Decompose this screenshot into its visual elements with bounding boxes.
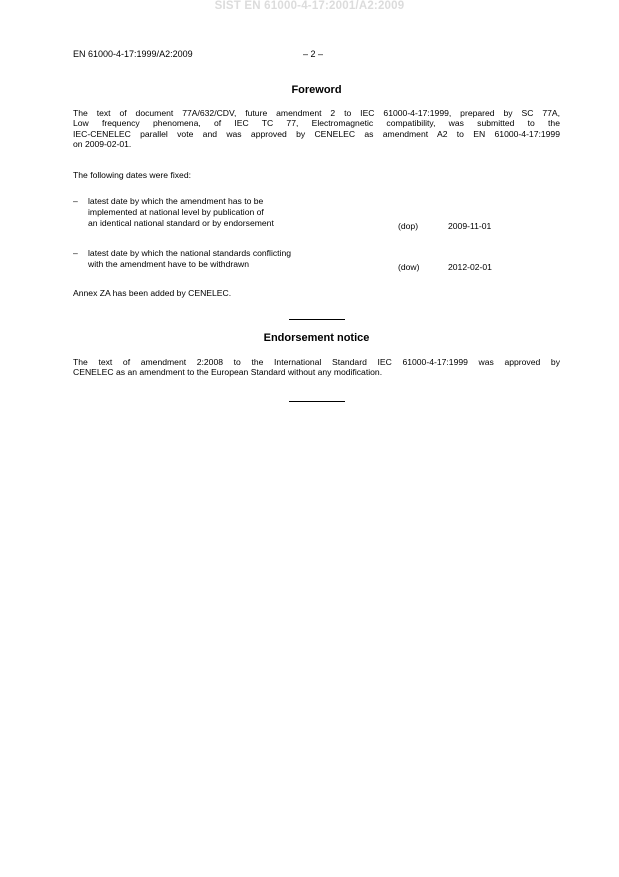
section-divider <box>289 319 345 320</box>
foreword-intro-line: The text of document 77A/632/CDV, future amendment 2 to IEC 61000-4-17:1999, prepared by SC 77A, <box>73 108 560 118</box>
dow-description-line: with the amendment have to be withdrawn <box>88 259 249 269</box>
dop-description-line: implemented at national level by publication of <box>88 207 264 217</box>
foreword-intro-paragraph <box>73 108 560 150</box>
document-id: EN 61000-4-17:1999/A2:2009 <box>73 49 193 59</box>
foreword-intro-line: IEC-CENELEC parallel vote and was approved by CENELEC as amendment A2 to EN 61000-4-17:1999 <box>73 128 560 139</box>
endorsement-line: CENELEC as an amendment to the European Standard without any modification. <box>73 367 383 378</box>
dates-intro: The following dates were fixed: <box>73 170 191 180</box>
dow-abbreviation: (dow) <box>398 262 420 272</box>
endorsement-paragraph <box>73 357 560 378</box>
foreword-intro-line: on 2009-02-01. <box>73 139 132 150</box>
foreword-intro-line: Low frequency phenomena, of IEC TC 77, Electromagnetic compatibility, was submitted to the <box>73 118 560 129</box>
endorsement-title: Endorsement notice <box>263 332 370 344</box>
watermark: SIST EN 61000-4-17:2001/A2:2009 <box>214 0 405 12</box>
dop-abbreviation: (dop) <box>398 221 419 231</box>
dop-date: 2009-11-01 <box>448 221 492 231</box>
endorsement-line: The text of amendment 2:2008 to the International Standard IEC 61000-4-17:1999 was approved by <box>73 357 560 367</box>
section-divider <box>289 401 345 402</box>
dop-description-line: an identical national standard or by endorsement <box>88 218 274 228</box>
page-number: – 2 – <box>303 49 324 59</box>
foreword-title: Foreword <box>291 84 342 96</box>
list-dash: – <box>73 248 78 258</box>
list-dash: – <box>73 196 78 206</box>
dow-date: 2012-02-01 <box>448 262 492 272</box>
dop-description-line: latest date by which the amendment has to be <box>88 196 264 206</box>
annex-note: Annex ZA has been added by CENELEC. <box>73 288 232 298</box>
dow-description-line: latest date by which the national standards conflicting <box>88 248 292 258</box>
